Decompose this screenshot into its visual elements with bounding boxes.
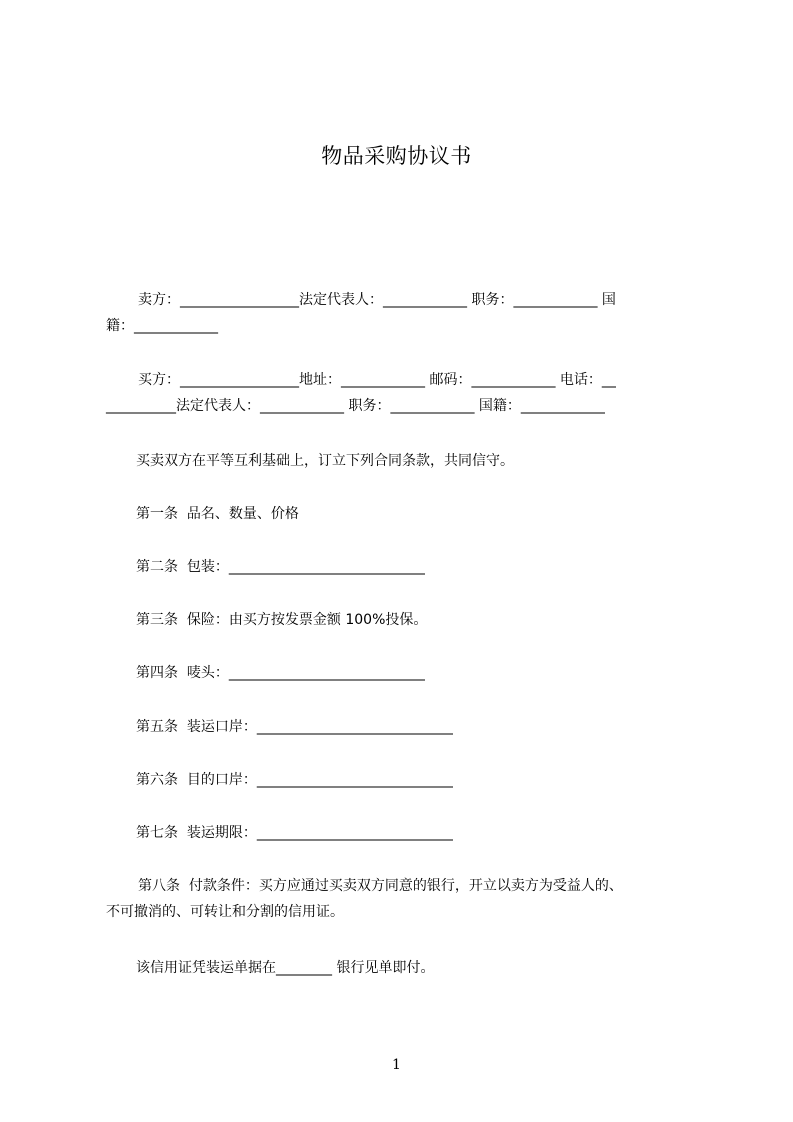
document-title: 物品采购协议书 [321, 144, 472, 168]
article-7 [106, 820, 702, 846]
buyer-line-2: __________法定代表人：____________ 职务：____________ 国籍：____________ [106, 398, 605, 414]
article-text: 第三条 保险：由买方按发票金额 100%投保。 [136, 612, 428, 628]
article-5 [106, 714, 702, 740]
article-3 [106, 607, 702, 633]
article-1 [106, 501, 702, 527]
intro-paragraph [106, 448, 702, 474]
intro-text: 买卖双方在平等互利基础上，订立下列合同条款，共同信守。 [136, 453, 514, 469]
buyer-line-1: 买方：_________________地址：____________ 邮码：____________ 电话：__ [138, 372, 616, 388]
article-text: 第五条 装运口岸：____________________________ [136, 719, 453, 735]
credit-note [106, 955, 702, 981]
seller-paragraph [106, 287, 702, 339]
article-text: 第一条 品名、数量、价格 [136, 506, 299, 522]
article-text: 第六条 目的口岸：____________________________ [136, 772, 453, 788]
credit-note-text: 该信用证凭装运单据在________ 银行见单即付。 [136, 960, 435, 976]
article-8 [106, 873, 702, 925]
article-text: 第四条 唛头：____________________________ [136, 665, 425, 681]
article-4 [106, 660, 702, 686]
article-8-line-2: 不可撤消的、可转让和分割的信用证。 [106, 904, 344, 920]
article-8-line-1: 第八条 付款条件：买方应通过买卖双方同意的银行，开立以卖方为受益人的、 [138, 878, 623, 894]
article-text: 第七条 装运期限：____________________________ [136, 825, 453, 841]
article-6 [106, 767, 702, 793]
seller-line-1: 卖方：_________________法定代表人：____________ 职务：____________ 国 [138, 292, 616, 308]
page-number: 1 [392, 1057, 401, 1073]
buyer-paragraph [106, 367, 702, 419]
seller-line-2: 籍：____________ [106, 318, 218, 334]
article-text: 第二条 包装：____________________________ [136, 559, 425, 575]
article-2 [106, 554, 702, 580]
